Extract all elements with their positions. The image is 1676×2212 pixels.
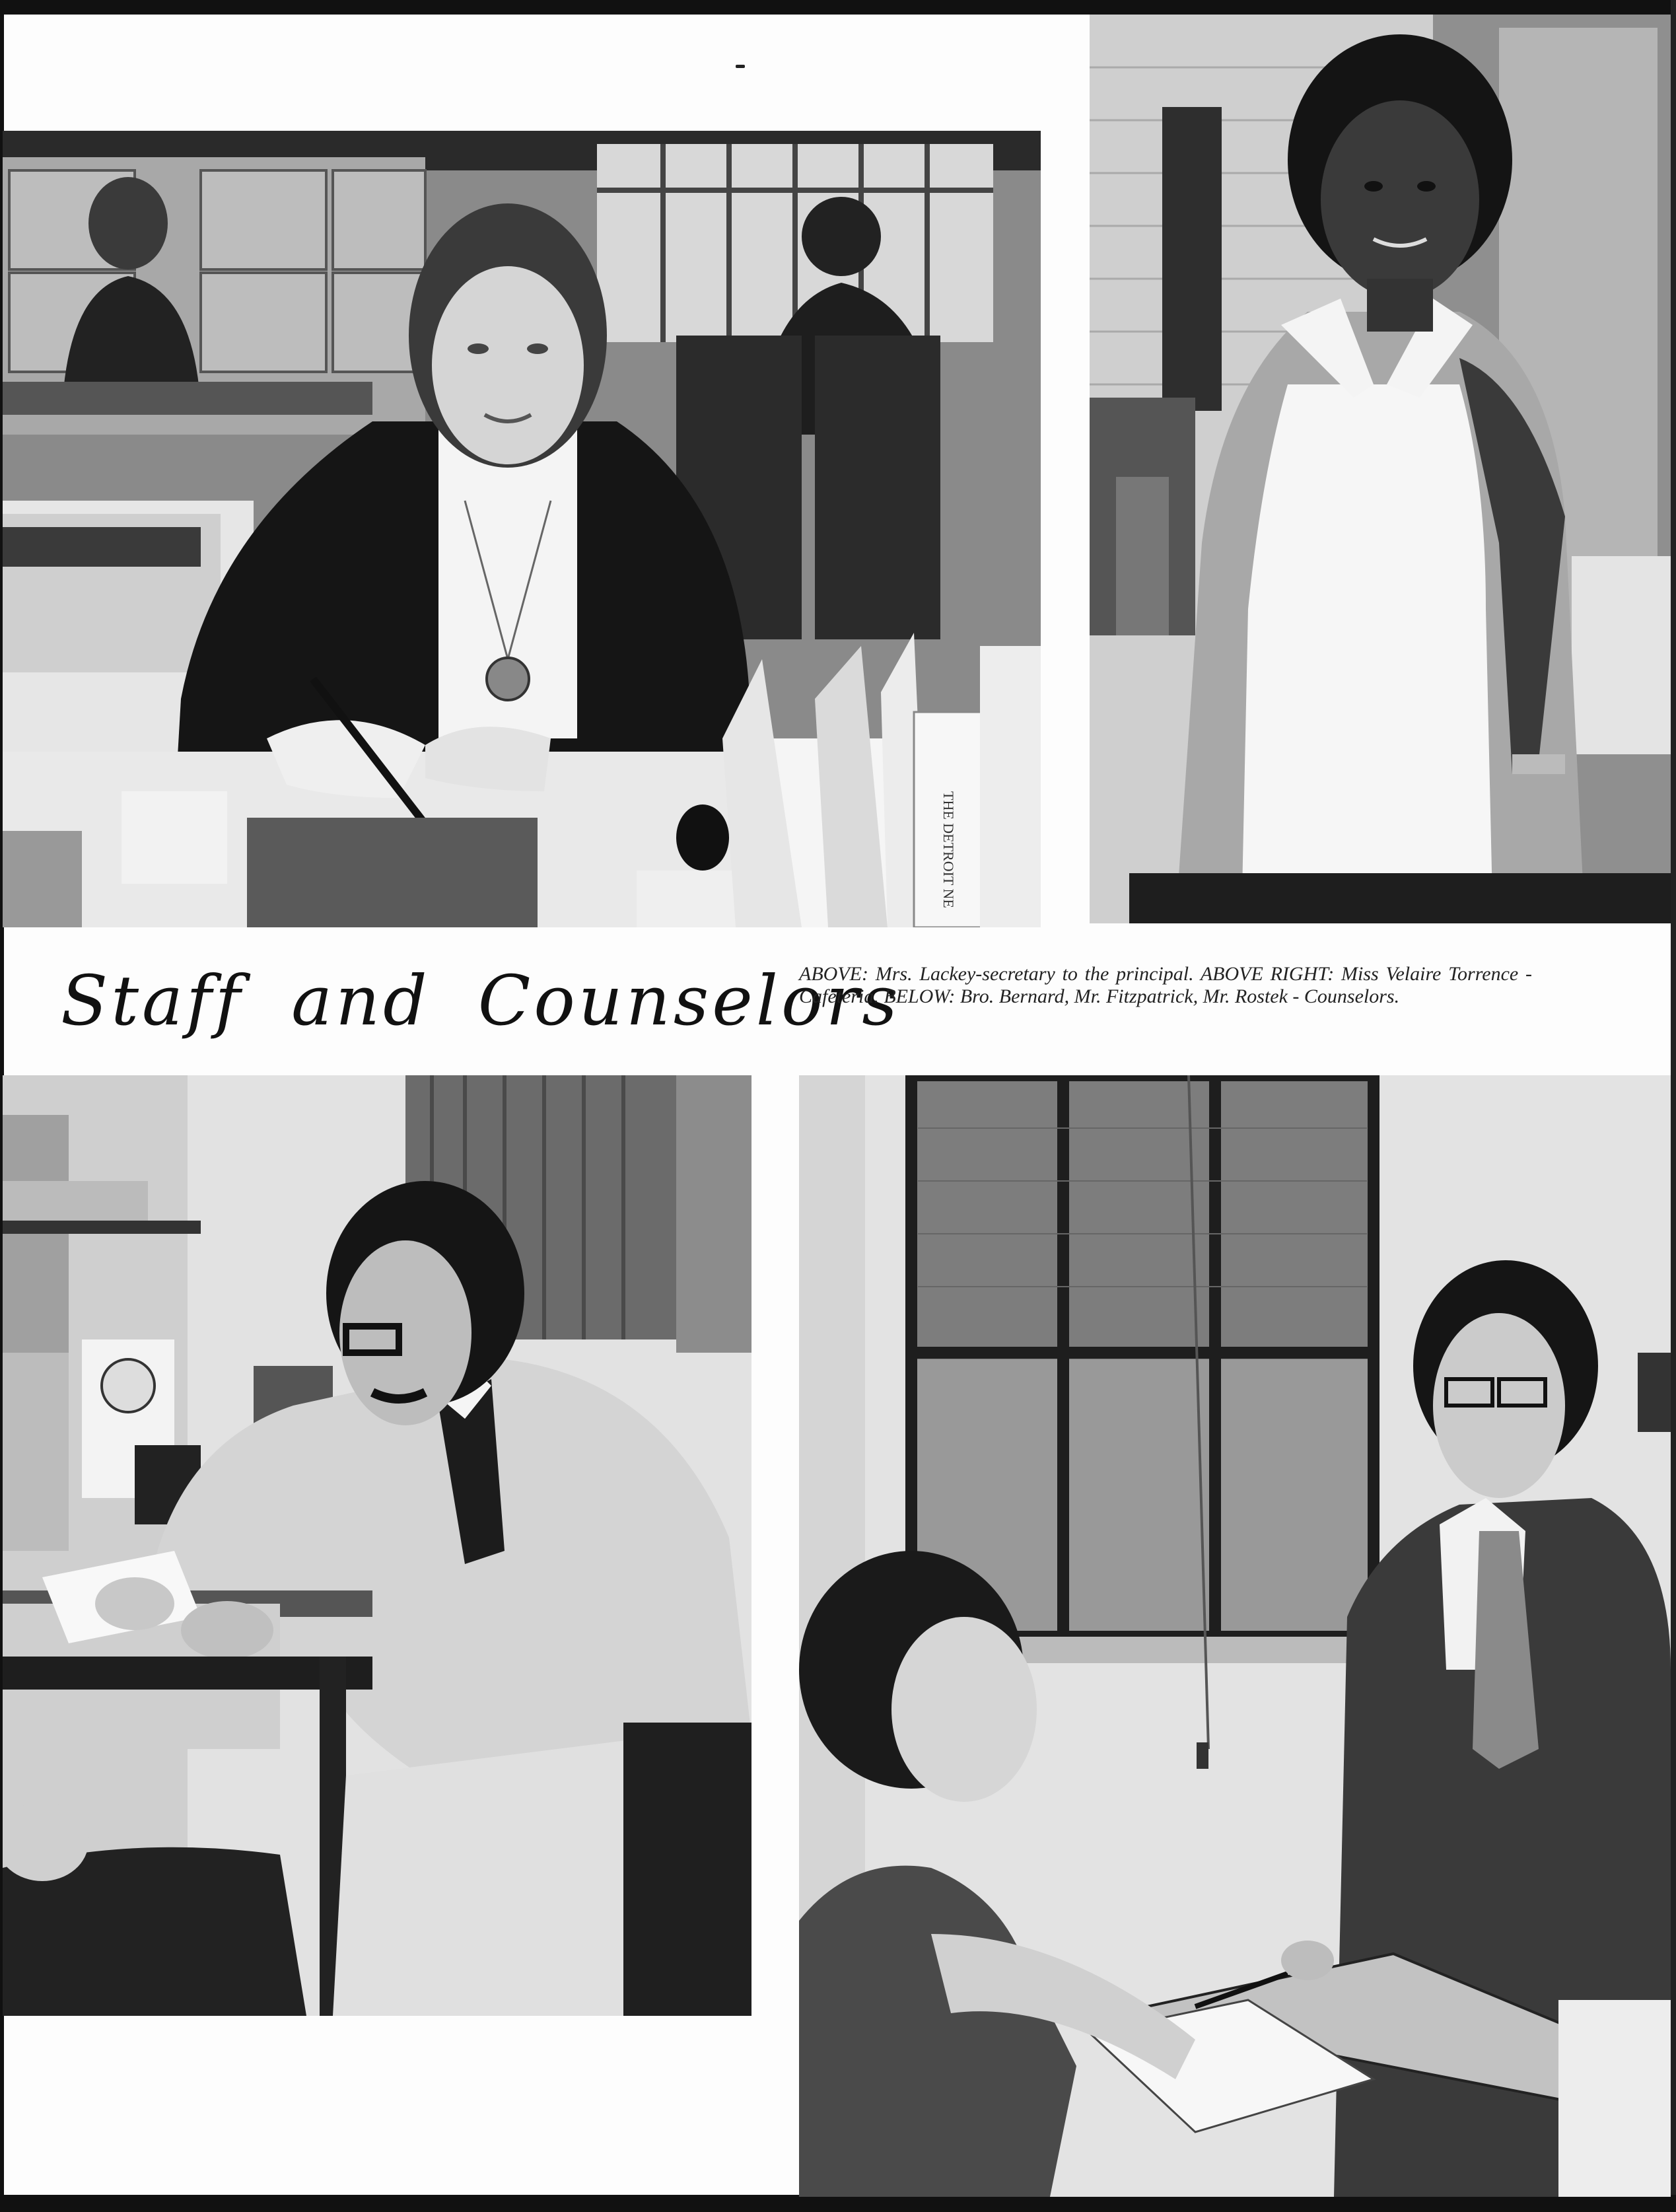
photo-counselor-with-student (799, 1075, 1671, 2197)
newspaper-masthead-text: THE DETROIT NE (940, 791, 957, 908)
scan-border-bottom (0, 2195, 1676, 2212)
page-title: Staff and Counselors (61, 960, 901, 1041)
photo-secretary-at-desk (3, 131, 1041, 927)
scan-border-right (1671, 0, 1676, 2212)
print-speck (736, 65, 745, 68)
photo-counselor-writing-at-desk (3, 1075, 751, 2016)
scan-border-top (0, 0, 1676, 15)
photo-cafeteria-worker (1090, 15, 1671, 923)
photo-caption: ABOVE: Mrs. Lackey-secretary to the principal. ABOVE RIGHT: Miss Velaire Torrence - Cafeteria. BELOW: Bro. Bernard, Mr. Fitzpatrick, Mr. Rostek - Counselors. (799, 963, 1532, 1007)
